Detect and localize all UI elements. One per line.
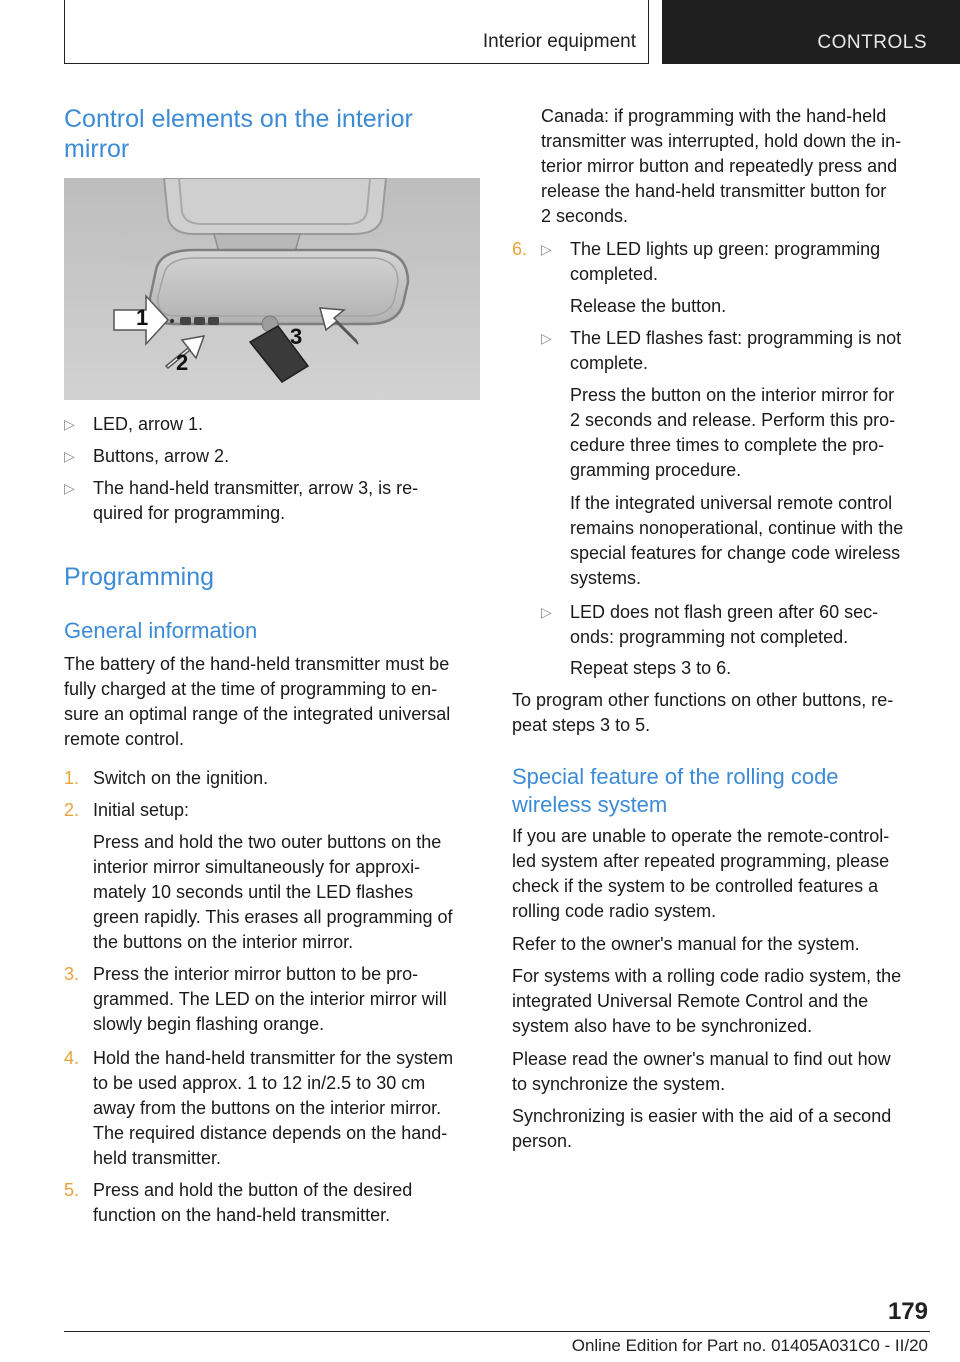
- text-line: Switch on the ignition.: [93, 768, 269, 788]
- step-5: [64, 1178, 484, 1228]
- text-line: remains nonoperational, continue with the: [570, 518, 904, 538]
- list-item: [64, 476, 482, 526]
- text-line: check if the system to be controlled features a: [512, 876, 879, 896]
- step-3: [64, 962, 484, 1037]
- special-p4: [512, 1047, 942, 1097]
- text-line: onds: programming not completed.: [570, 627, 849, 647]
- text-line: Please read the owner's manual to find out how: [512, 1049, 891, 1069]
- text-line: fully charged at the time of programming to en-: [64, 679, 438, 699]
- b1-sub: Release the button.: [570, 296, 727, 316]
- text-line: interior mirror simultaneously for approxi-: [93, 857, 421, 877]
- figure-label-1: 1: [136, 305, 149, 330]
- text-line: transmitter was interrupted, hold down the in-: [541, 131, 902, 151]
- list-item: [541, 600, 941, 650]
- step-number: 2.: [64, 800, 80, 820]
- step-number: 5.: [64, 1180, 80, 1200]
- footer-divider: [64, 1331, 930, 1332]
- header-section-title: Interior equipment: [482, 31, 636, 52]
- b3-sub: Repeat steps 3 to 6.: [570, 658, 732, 678]
- text-line: led system after repeated programming, please: [512, 851, 890, 871]
- text-line: rolling code radio system.: [512, 901, 717, 921]
- list-item: [64, 412, 482, 437]
- bullet-text: LED, arrow 1.: [93, 414, 204, 434]
- text-line: peat steps 3 to 5.: [512, 715, 651, 735]
- special-p5: [512, 1104, 942, 1154]
- text-line: release the hand-held transmitter button for: [541, 181, 887, 201]
- text-line: integrated Universal Remote Control and the: [512, 991, 869, 1011]
- general-info-heading: General information: [64, 618, 258, 643]
- text-line: Press the button on the interior mirror for: [570, 385, 895, 405]
- triangle-bullet-icon: ▷: [541, 241, 552, 257]
- text-line: mately 10 seconds until the LED flashes: [93, 882, 414, 902]
- text-line: The LED flashes fast: programming is not: [570, 328, 902, 348]
- text-line: the buttons on the interior mirror.: [93, 932, 354, 952]
- text-line: LED does not flash green after 60 sec-: [570, 602, 879, 622]
- text-line: grammed. The LED on the interior mirror will: [93, 989, 447, 1009]
- text-line: 2 seconds and release. Perform this pro-: [570, 410, 896, 430]
- text-line: 2 seconds.: [541, 206, 629, 226]
- text-line: Press and hold the two outer buttons on the: [93, 832, 442, 852]
- bullet-text: quired for programming.: [93, 503, 286, 523]
- section-title: [64, 104, 482, 164]
- step-2: [64, 798, 484, 823]
- header-section-box: [64, 0, 649, 64]
- text-line: function on the hand-held transmitter.: [93, 1205, 391, 1225]
- mirror-illustration: [64, 178, 480, 400]
- special-p2: Refer to the owner's manual for the system.: [512, 934, 860, 954]
- text-line: person.: [512, 1131, 573, 1151]
- text-line: To program other functions on other buttons, re-: [512, 690, 894, 710]
- figure-label-3: 3: [290, 324, 303, 349]
- canada-note: [541, 104, 941, 229]
- step-1: [64, 766, 484, 791]
- triangle-bullet-icon: ▷: [64, 416, 75, 432]
- text-line: For systems with a rolling code radio system, the: [512, 966, 902, 986]
- text-line: special features for change code wireless: [570, 543, 901, 563]
- b2-sub1: [570, 383, 940, 483]
- text-line: held transmitter.: [93, 1148, 222, 1168]
- header-chapter-title: CONTROLS: [817, 32, 927, 53]
- text-line: Synchronizing is easier with the aid of a second: [512, 1106, 892, 1126]
- b2-sub2: [570, 491, 940, 591]
- programming-heading: Programming: [64, 563, 215, 591]
- text-line: system also have to be synchronized.: [512, 1016, 813, 1036]
- text-line: completed.: [570, 264, 659, 284]
- figure-label-2: 2: [176, 350, 189, 375]
- bullet-text: The hand-held transmitter, arrow 3, is re-: [93, 478, 419, 498]
- bullet-text: Buttons, arrow 2.: [93, 446, 230, 466]
- section-title-line2: mirror: [64, 135, 130, 163]
- text-line: slowly begin flashing orange.: [93, 1014, 325, 1034]
- text-line: terior mirror button and repeatedly press and: [541, 156, 898, 176]
- triangle-bullet-icon: ▷: [64, 448, 75, 464]
- list-item: [541, 237, 941, 287]
- text-line: The required distance depends on the hand-: [93, 1123, 448, 1143]
- step-number: 1.: [64, 768, 80, 788]
- text-line: Hold the hand-held transmitter for the system: [93, 1048, 454, 1068]
- text-line: If the integrated universal remote control: [570, 493, 893, 513]
- special-feature-heading: [512, 763, 942, 819]
- text-line: Press and hold the button of the desired: [93, 1180, 413, 1200]
- text-line: cedure three times to complete the pro-: [570, 435, 885, 455]
- mirror-figure: [64, 178, 480, 400]
- list-item: [541, 326, 941, 376]
- text-line: If you are unable to operate the remote-control-: [512, 826, 890, 846]
- step-number: 6.: [512, 239, 528, 259]
- section-title-line1: Control elements on the interior: [64, 105, 413, 133]
- list-item: [64, 444, 482, 469]
- text-line: complete.: [570, 353, 649, 373]
- step-number: 4.: [64, 1048, 80, 1068]
- text-line: away from the buttons on the interior mirror.: [93, 1098, 442, 1118]
- header-chapter-box: [662, 0, 960, 64]
- step-number: 3.: [64, 964, 80, 984]
- heading-line: wireless system: [512, 792, 668, 817]
- text-line: Press the interior mirror button to be pro-: [93, 964, 419, 984]
- text-line: sure an optimal range of the integrated universal: [64, 704, 451, 724]
- general-info-text: [64, 652, 484, 752]
- text-line: to be used approx. 1 to 12 in/2.5 to 30 cm: [93, 1073, 426, 1093]
- step-2-detail: [64, 830, 484, 955]
- special-p3: [512, 964, 942, 1039]
- special-p1: [512, 824, 942, 924]
- text-line: green rapidly. This erases all programming of: [93, 907, 453, 927]
- triangle-bullet-icon: ▷: [541, 604, 552, 620]
- text-line: Initial setup:: [93, 800, 190, 820]
- triangle-bullet-icon: ▷: [64, 480, 75, 496]
- text-line: remote control.: [64, 729, 185, 749]
- page-number: 179: [887, 1298, 928, 1325]
- text-line: Canada: if programming with the hand-held: [541, 106, 887, 126]
- text-line: gramming procedure.: [570, 460, 742, 480]
- text-line: to synchronize the system.: [512, 1074, 726, 1094]
- step-4: [64, 1046, 484, 1171]
- triangle-bullet-icon: ▷: [541, 330, 552, 346]
- text-line: The LED lights up green: programming: [570, 239, 881, 259]
- heading-line: Special feature of the rolling code: [512, 764, 839, 789]
- text-line: systems.: [570, 568, 642, 588]
- other-buttons-text: [512, 688, 942, 738]
- text-line: The battery of the hand-held transmitter must be: [64, 654, 450, 674]
- footer-edition: Online Edition for Part no. 01405A031C0 - II/20: [571, 1336, 928, 1355]
